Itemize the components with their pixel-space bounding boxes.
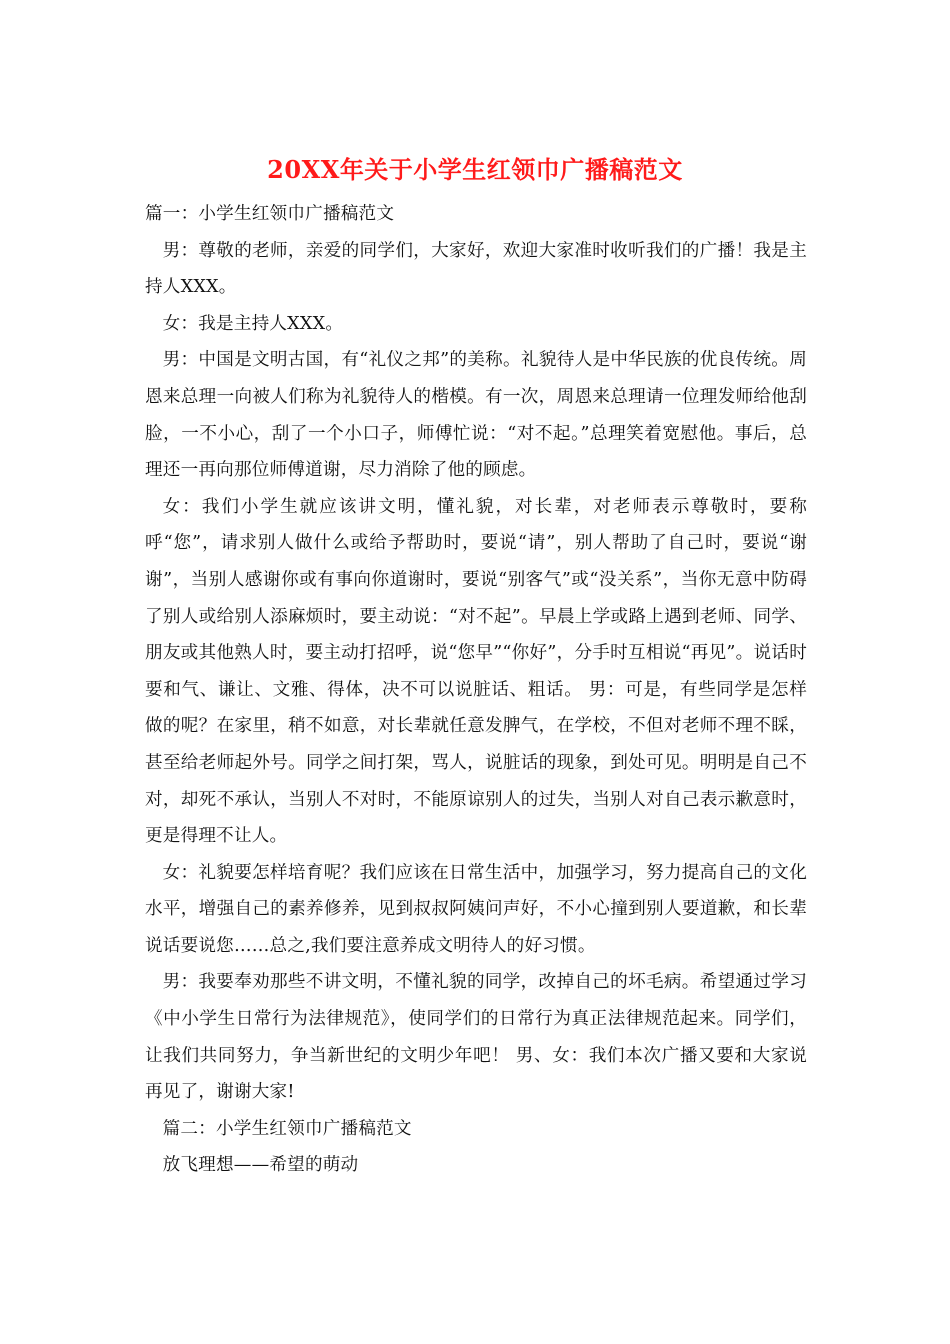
document-body	[145, 196, 807, 1184]
paragraph: 男：尊敬的老师，亲爱的同学们，大家好，欢迎大家准时收听我们的广播！我是主持人XXX。	[145, 240, 807, 298]
paragraph: 男：中国是文明古国，有“礼仪之邦”的美称。礼貌待人是中华民族的优良传统。周恩来总理一向被人们称为礼貌待人的楷模。有一次，周恩来总理请一位理发师给他刮脸，一不小心，刮了一个小口子，师傅忙说：“对不起。”总理笑着宽慰他。事后，总理还一再向那位师傅道谢，尽力消除了他的顾虑。	[145, 350, 807, 481]
document-title: 20XX年关于小学生红领巾广播稿范文	[267, 155, 683, 184]
section-heading-1: 篇一：小学生红领巾广播稿范文	[145, 204, 395, 224]
paragraph: 女：我是主持人XXX。	[162, 313, 344, 334]
section-heading-2: 篇二：小学生红领巾广播稿范文	[162, 1118, 412, 1139]
paragraph: 女：我们小学生就应该讲文明，懂礼貌，对长辈，对老师表示尊敬时，要称呼“您”，请求别人做什么或给予帮助时，要说“请”，别人帮助了自己时，要说“谢谢”，当别人感谢你或有事向你道谢时，要说“别客气”或“没关系”，当你无意中防碍了别人或给别人添麻烦时，要主动说：“对不起”。早晨上学或路上遇到老师、同学、朋友或其他熟人时，要主动打招呼，说“您早”“你好”，分手时互相说“再见”。说话时要和气、谦让、文雅、得体，决不可以说脏话、粗话。 男：可是，有些同学是怎样做的呢？在家里，稍不如意，对长辈就任意发脾气，在学校，不但对老师不理不睬，甚至给老师起外号。同学之间打架，骂人，说脏话的现象，到处可见。明明是自己不对，却死不承认，当别人不对时，不能原谅别人的过失，当别人对自己表示歉意时，更是得理不让人。	[145, 496, 807, 847]
paragraph: 男：我要奉劝那些不讲文明，不懂礼貌的同学，改掉自己的坏毛病。希望通过学习《中小学生日常行为法律规范》，使同学们的日常行为真正法律规范起来。同学们，让我们共同努力，争当新世纪的文明少年吧！ 男、女：我们本次广播又要和大家说再见了，谢谢大家!	[145, 972, 807, 1103]
paragraph: 放飞理想——希望的萌动	[162, 1155, 359, 1176]
paragraph: 女：礼貌要怎样培育呢？我们应该在日常生活中，加强学习，努力提高自己的文化水平，增强自己的素养修养，见到叔叔阿姨问声好，不小心撞到别人要道歉，和长辈说话要说您……总之,我们要注意养成文明待人的好习惯。	[145, 862, 807, 956]
